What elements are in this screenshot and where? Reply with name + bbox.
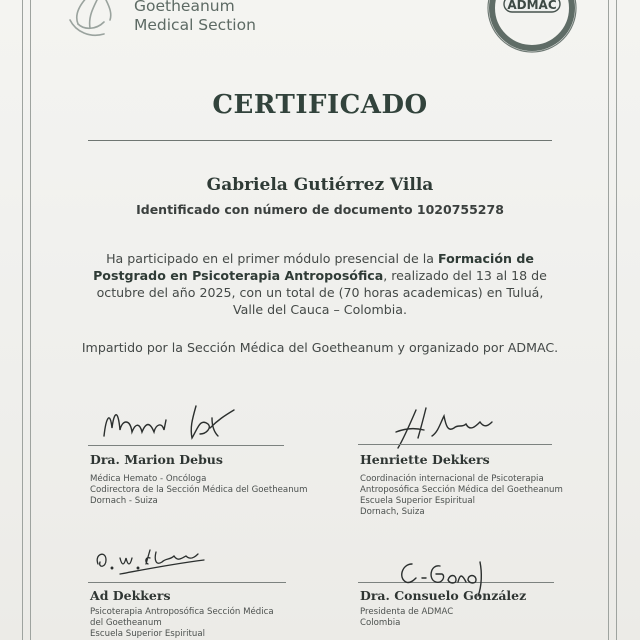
body-text-details: , realizado del 13 al 18 de octubre del año 2025, con un total de (70 horas academicas) en Tuluá, Valle del Cauca – Colombia.: [96, 268, 547, 317]
signatory-4-line-2: Colombia: [360, 618, 401, 628]
signatory-1-line-1: Médica Hemato - Oncóloga: [90, 474, 207, 484]
signatory-2-name: Henriette Dekkers: [360, 452, 490, 467]
document-number-line: Identificado con número de documento 1020755278: [136, 202, 504, 217]
recipient-name: Gabriela Gutiérrez Villa: [206, 175, 434, 195]
signatory-2-line-4: Dornach, Suiza: [360, 507, 425, 517]
certificate-title: CERTIFICADO: [212, 90, 428, 120]
signatory-1-title: [90, 474, 307, 507]
signature-line-1: [88, 445, 284, 446]
signatory-4-name: Dra. Consuelo González: [360, 588, 527, 603]
signatory-4-title: [360, 607, 453, 629]
org-name-line2: Medical Section: [134, 16, 256, 34]
goetheanum-logo-icon: [60, 0, 130, 45]
signatory-4-line-1: Presidenta de ADMAC: [360, 607, 454, 617]
signatory-1-line-3: Dornach - Suiza: [90, 496, 158, 506]
issued-by-line: Impartido por la Sección Médica del Goetheanum y organizado por ADMAC.: [81, 340, 559, 355]
seal-label: ADMAC: [507, 0, 557, 12]
signatory-2-line-2: Antroposófica Sección Médica del Goetheanum: [360, 485, 563, 495]
organization-name: [134, 0, 256, 35]
signatory-1-name: Dra. Marion Debus: [90, 452, 223, 467]
signatory-3-name: Ad Dekkers: [90, 588, 171, 603]
signature-ad-dekkers: [92, 540, 212, 580]
seal-country: COLOMBIA: [520, 38, 544, 43]
title-divider: [88, 140, 552, 141]
signatory-2-title: [360, 474, 563, 518]
program-name: Formación de Postgrado en Psicoterapia Antroposófica: [93, 251, 534, 283]
signatory-3-line-2: del Goetheanum: [90, 618, 162, 628]
certificate-body: [90, 250, 550, 318]
signatory-3-line-3: Escuela Superior Espiritual: [90, 629, 205, 639]
signatory-2-line-3: Escuela Superior Espiritual: [360, 496, 475, 506]
signatory-2-line-1: Coordinación internacional de Psicoterapia: [360, 474, 544, 484]
signature-line-2: [358, 444, 552, 445]
signature-marion-debus: [100, 398, 250, 448]
body-text-intro: Ha participado en el primer módulo presencial de la: [106, 251, 438, 266]
signatory-1-line-2: Codirectora de la Sección Médica del Goetheanum: [90, 485, 308, 495]
org-name-line1: Goetheanum: [134, 0, 235, 15]
signatory-3-line-1: Psicoterapia Antroposófica Sección Médica: [90, 607, 274, 617]
admac-seal: [484, 0, 580, 62]
signature-line-3: [88, 582, 286, 583]
signatory-3-title: [90, 607, 274, 640]
